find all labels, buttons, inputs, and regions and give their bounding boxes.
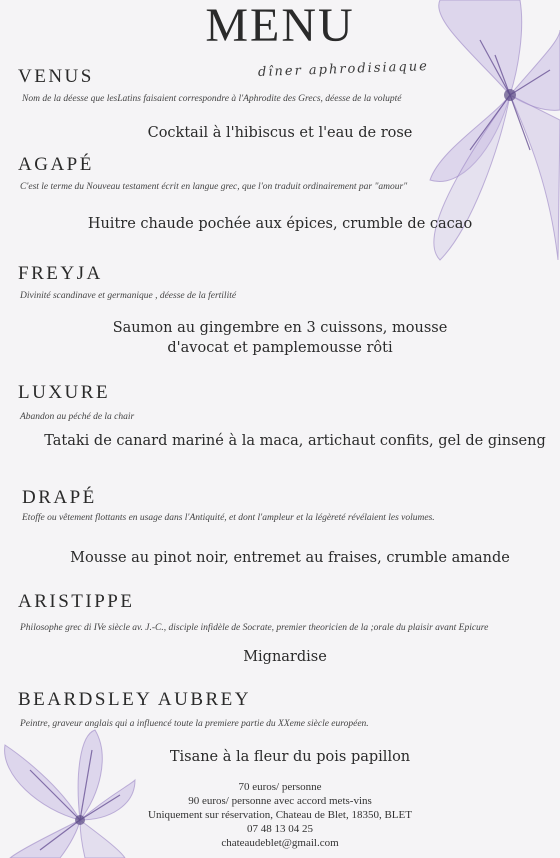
course-dish: Huitre chaude pochée aux épices, crumble de cacao xyxy=(87,216,473,232)
email-address: chateaudeblet@gmail.com xyxy=(221,837,339,849)
course-dish: Tataki de canard mariné à la maca, artichaut confits, gel de ginseng xyxy=(44,433,546,449)
course-dish: Cocktail à l'hibiscus et l'eau de rose xyxy=(147,125,413,141)
course-title: VENUS xyxy=(18,66,94,87)
course-dish: Tisane à la fleur du pois papillon xyxy=(169,749,411,765)
course-title: FREYJA xyxy=(18,263,103,284)
course-description: C'est le terme du Nouveau testament écrit en langue grec, que l'on traduit ordinairement par "amour" xyxy=(20,182,408,192)
course-dish: Mignardise xyxy=(243,649,327,665)
phone-number: 07 48 13 04 25 xyxy=(247,823,313,835)
course-title: ARISTIPPE xyxy=(18,591,135,612)
course-title: LUXURE xyxy=(18,382,111,403)
course-dish: Saumon au gingembre en 3 cuissons, mousse d'avocat et pamplemousse rôti xyxy=(112,320,448,356)
course-description: Nom de la déesse que lesLatins faisaient correspondre à l'Aphrodite des Grecs, déesse de la volupté xyxy=(22,94,402,104)
course-description: Etoffe ou vêtement flottants en usage dans l'Antiquité, et dont l'ampleur et la légèreté révélaient les volumes. xyxy=(22,513,435,523)
menu-subtitle: dîner aphrodisiaque xyxy=(257,59,430,80)
course-title: AGAPÉ xyxy=(18,154,94,175)
price-pairing-line: 90 euros/ personne avec accord mets-vins xyxy=(188,795,372,807)
course-title: DRAPÉ xyxy=(22,487,97,508)
course-title: BEARDSLEY AUBREY xyxy=(18,689,252,710)
reservation-line: Uniquement sur réservation, Chateau de Blet, 18350, BLET xyxy=(148,809,412,821)
course-description: Peintre, graveur anglais qui a influencé toute la premiere partie du XXeme siècle européen. xyxy=(20,719,369,729)
course-description: Divinité scandinave et germanique , déesse de la fertilité xyxy=(20,291,237,301)
course-description: Philosophe grec di IVe siècle av. J.-C., disciple infidèle de Socrate, premier theoricien de la ;orale du plaisir avant Epicure xyxy=(20,623,489,633)
course-description: Abandon au péché de la chair xyxy=(20,412,135,422)
course-dish: Mousse au pinot noir, entremet au fraises, crumble amande xyxy=(70,550,510,566)
menu-title: MENU xyxy=(205,0,355,52)
price-line: 70 euros/ personne xyxy=(238,781,322,793)
